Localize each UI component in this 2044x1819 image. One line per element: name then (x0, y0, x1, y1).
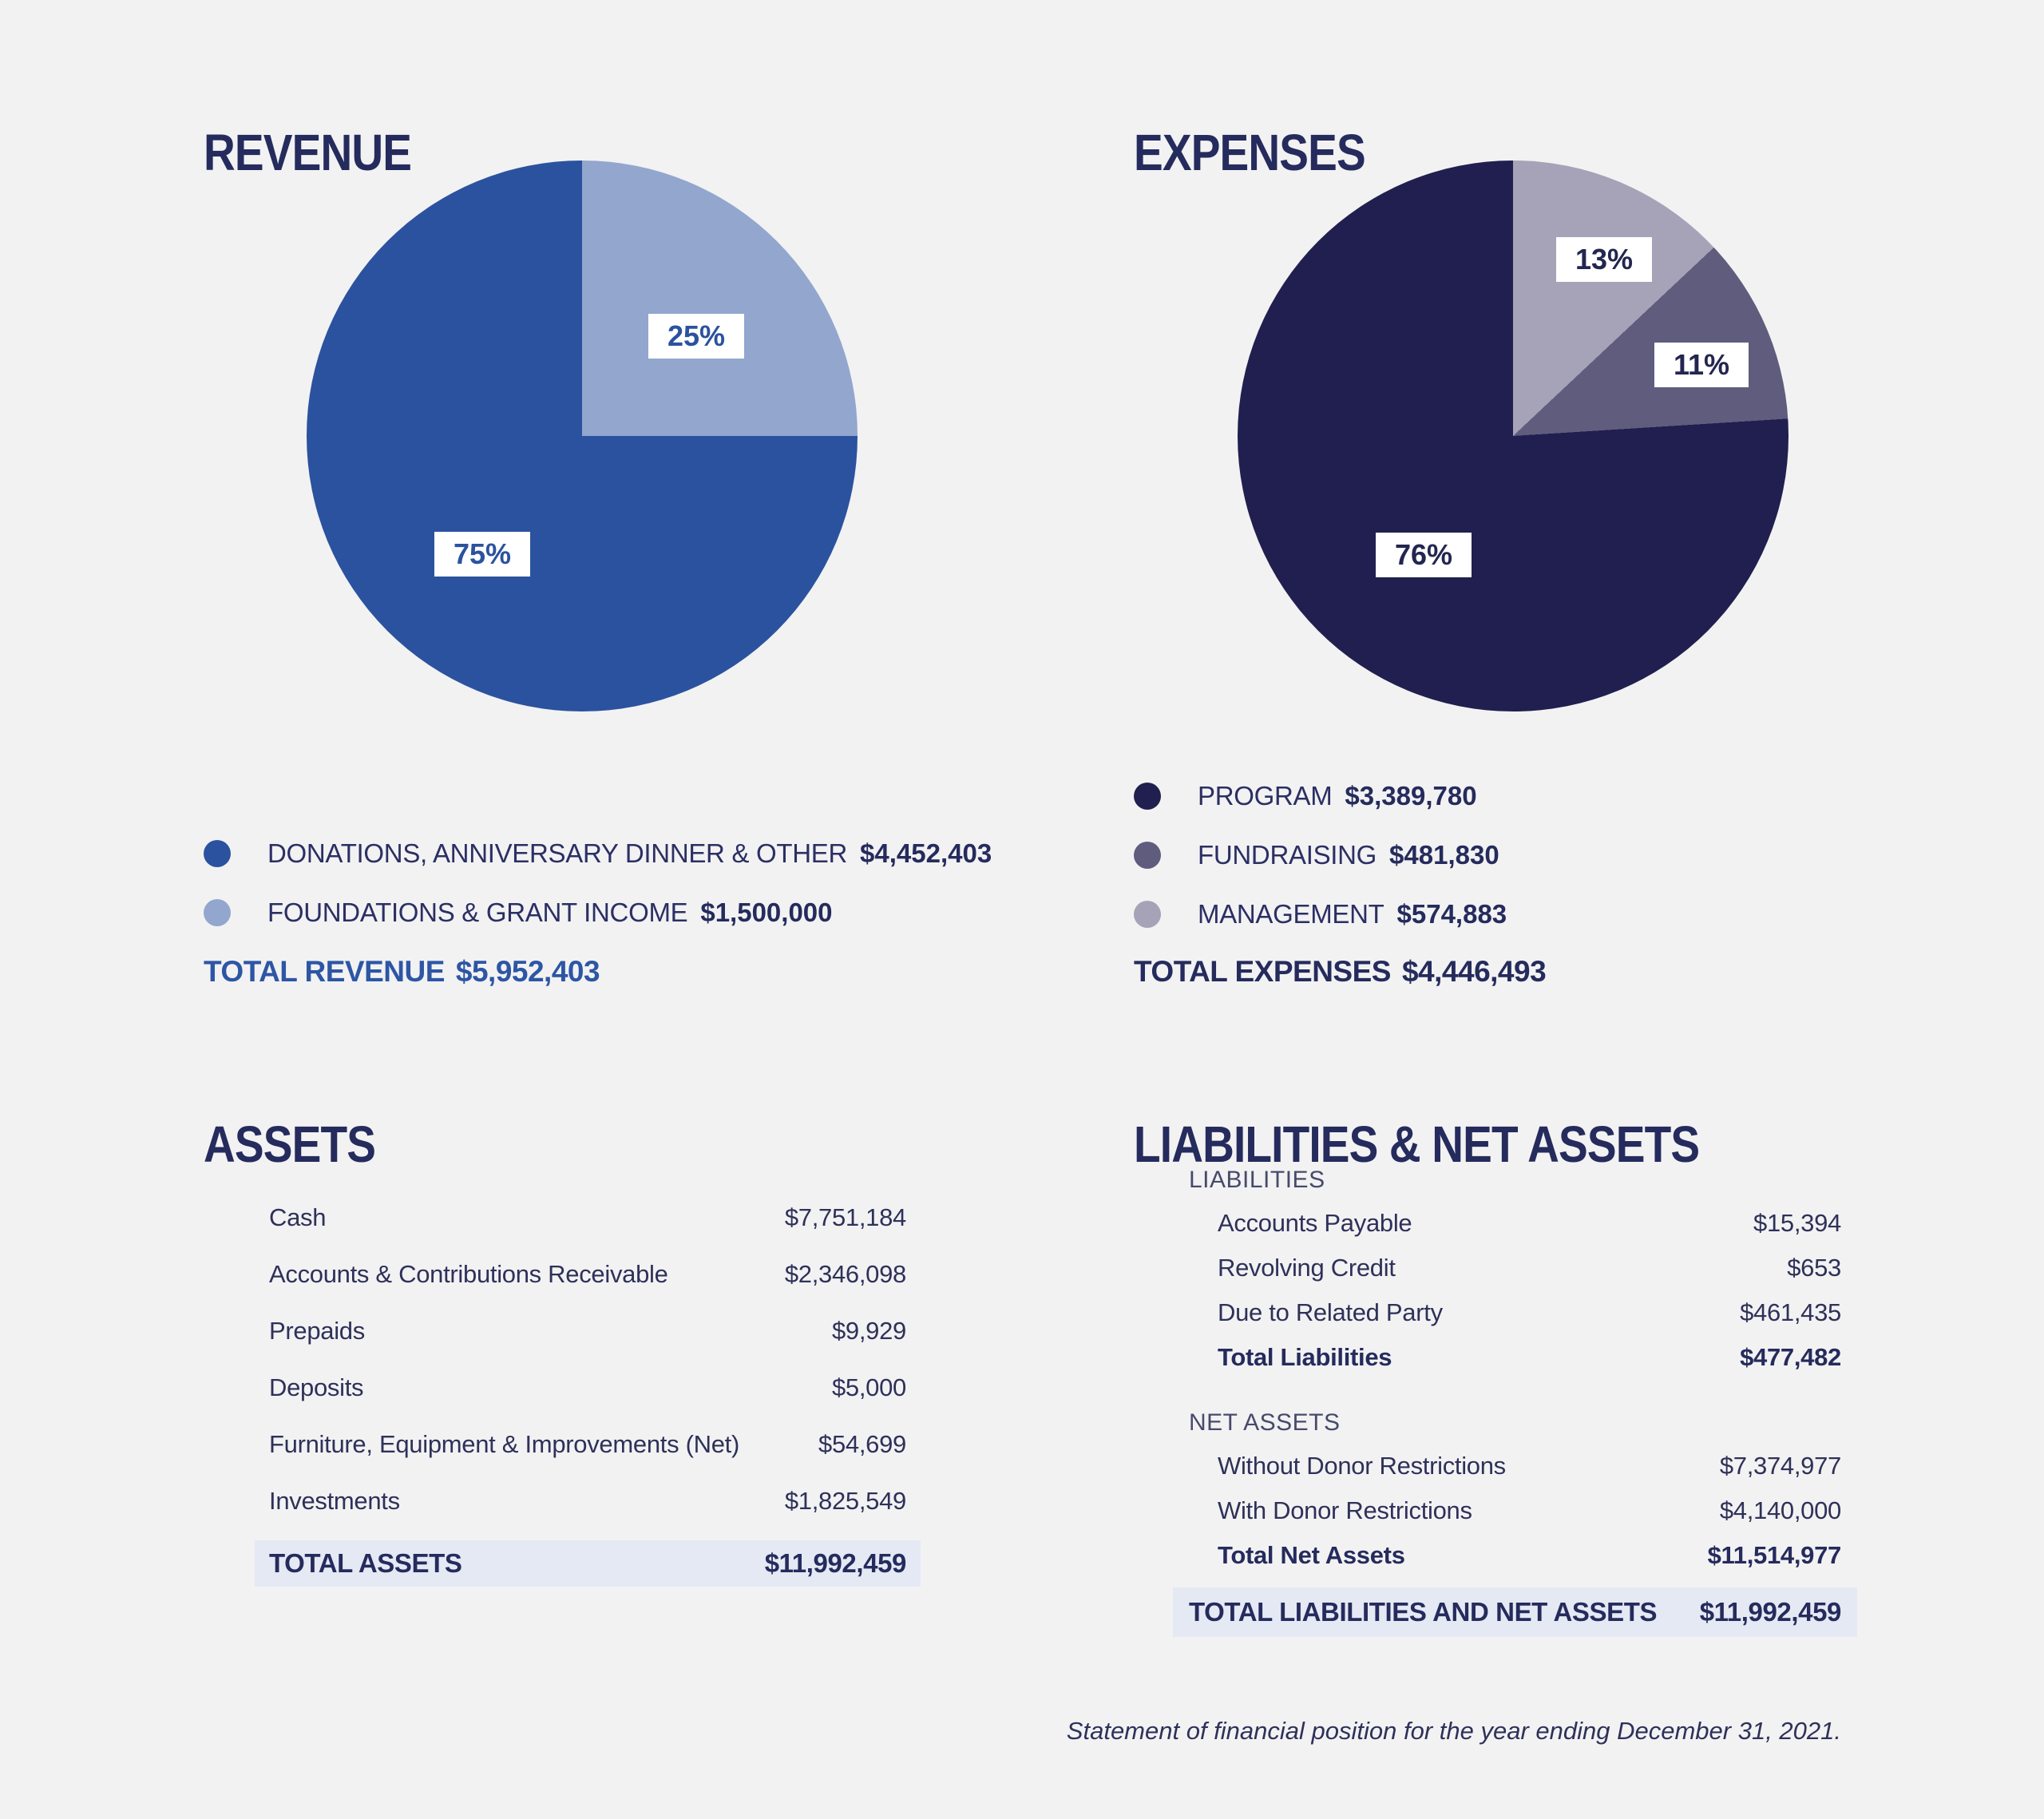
table-row (1189, 1209, 1841, 1238)
revenue-slice-label-75: 75% (434, 532, 530, 577)
assets-table (269, 1200, 906, 1587)
total-revenue-line (204, 954, 600, 989)
net-asset-value: $4,140,000 (1719, 1496, 1841, 1524)
asset-label: Investments (269, 1487, 400, 1515)
revenue-slice-label-25: 25% (648, 314, 744, 359)
asset-value: $9,929 (831, 1317, 906, 1345)
revenue-legend-item-foundations (204, 895, 992, 930)
grand-total-label: TOTAL LIABILITIES AND NET ASSETS (1189, 1597, 1658, 1627)
table-row (269, 1370, 906, 1405)
legend-label: MANAGEMENT (1198, 899, 1384, 929)
asset-label: Prepaids (269, 1317, 365, 1345)
expenses-slice-label-13: 13% (1556, 237, 1652, 282)
total-liabilities-value: $477,482 (1740, 1343, 1841, 1371)
total-net-assets-value: $11,514,977 (1707, 1541, 1841, 1569)
table-row (1189, 1496, 1841, 1525)
asset-label: Deposits (269, 1373, 364, 1401)
total-assets-label: TOTAL ASSETS (269, 1548, 462, 1578)
asset-value: $54,699 (818, 1430, 906, 1458)
expenses-slice-label-11: 11% (1654, 343, 1749, 387)
liability-label: Accounts Payable (1218, 1209, 1412, 1237)
liability-value: $461,435 (1740, 1298, 1841, 1326)
table-row (269, 1484, 906, 1519)
expenses-legend-item-management (1134, 897, 1507, 932)
legend-label: FOUNDATIONS & GRANT INCOME (267, 898, 688, 927)
table-row (1189, 1298, 1841, 1327)
expenses-legend-item-fundraising (1134, 838, 1507, 873)
expenses-pie-chart (1238, 160, 1788, 711)
total-expenses-label: TOTAL EXPENSES (1134, 955, 1391, 988)
expenses-legend (1134, 779, 1507, 932)
total-revenue-label: TOTAL REVENUE (204, 955, 445, 988)
asset-value: $5,000 (831, 1373, 906, 1401)
legend-amount: $574,883 (1396, 899, 1507, 929)
total-assets-value: $11,992,459 (764, 1548, 906, 1578)
revenue-section-title: REVENUE (204, 124, 412, 182)
legend-label: PROGRAM (1198, 781, 1333, 810)
legend-label: FUNDRAISING (1198, 840, 1377, 870)
legend-dot-management (1134, 901, 1161, 928)
legend-amount: $3,389,780 (1345, 781, 1477, 810)
legend-label: DONATIONS, ANNIVERSARY DINNER & OTHER (267, 838, 848, 868)
asset-value: $2,346,098 (784, 1260, 906, 1288)
revenue-pie-chart (307, 160, 858, 711)
expenses-legend-item-program (1134, 779, 1507, 814)
liabilities-section-title: LIABILITIES & NET ASSETS (1134, 1116, 1700, 1174)
total-liabilities-and-net-assets-row (1173, 1587, 1857, 1637)
legend-dot-foundations (204, 899, 231, 926)
legend-amount: $4,452,403 (860, 838, 992, 868)
legend-amount: $481,830 (1389, 840, 1499, 870)
total-assets-row (255, 1540, 921, 1587)
total-expenses-value: $4,446,493 (1401, 955, 1547, 988)
total-liabilities-row (1189, 1343, 1841, 1372)
legend-dot-donations (204, 840, 231, 867)
legend-dot-fundraising (1134, 842, 1161, 869)
table-row (1189, 1254, 1841, 1282)
total-expenses-line (1134, 954, 1546, 989)
expenses-slice-label-76: 76% (1376, 533, 1472, 577)
net-asset-label: Without Donor Restrictions (1218, 1452, 1506, 1480)
liabilities-net-assets-table (1189, 1164, 1841, 1637)
total-liabilities-label: Total Liabilities (1218, 1343, 1392, 1371)
legend-amount: $1,500,000 (700, 898, 833, 927)
table-row (269, 1200, 906, 1235)
asset-label: Furniture, Equipment & Improvements (Net) (269, 1430, 739, 1458)
liabilities-subheader: LIABILITIES (1189, 1167, 1325, 1193)
liability-value: $15,394 (1753, 1209, 1841, 1237)
net-asset-label: With Donor Restrictions (1218, 1496, 1472, 1524)
expenses-section-title: EXPENSES (1134, 124, 1365, 182)
table-row (269, 1427, 906, 1462)
net-asset-value: $7,374,977 (1719, 1452, 1841, 1480)
liability-value: $653 (1787, 1254, 1841, 1282)
revenue-legend-item-donations (204, 836, 992, 871)
asset-label: Cash (269, 1203, 327, 1231)
assets-section-title: ASSETS (204, 1116, 376, 1174)
asset-value: $7,751,184 (784, 1203, 906, 1231)
table-row (269, 1314, 906, 1349)
asset-value: $1,825,549 (784, 1487, 906, 1515)
net-assets-subheader: NET ASSETS (1189, 1409, 1341, 1436)
total-net-assets-label: Total Net Assets (1218, 1541, 1405, 1569)
table-row (269, 1257, 906, 1292)
grand-total-value: $11,992,459 (1699, 1597, 1841, 1627)
total-revenue-value: $5,952,403 (455, 955, 600, 988)
revenue-legend (204, 836, 992, 930)
liability-label: Revolving Credit (1218, 1254, 1396, 1282)
asset-label: Accounts & Contributions Receivable (269, 1260, 668, 1288)
total-net-assets-row (1189, 1541, 1841, 1570)
statement-footnote: Statement of financial position for the year ending December 31, 2021. (1066, 1717, 1841, 1745)
legend-dot-program (1134, 783, 1161, 810)
liability-label: Due to Related Party (1218, 1298, 1443, 1326)
table-row (1189, 1452, 1841, 1480)
